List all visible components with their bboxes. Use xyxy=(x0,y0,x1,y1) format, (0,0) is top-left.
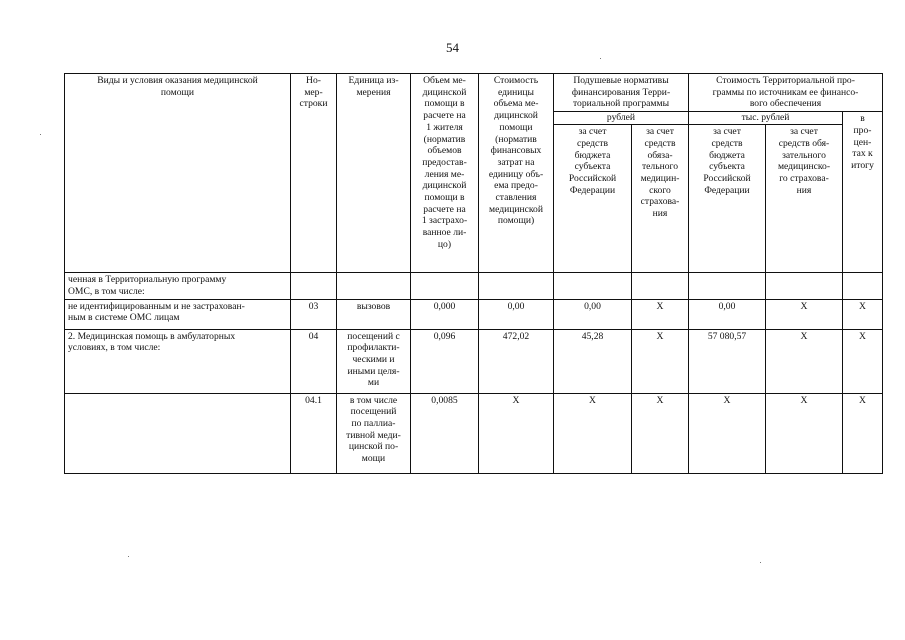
cell-volume: 0,096 xyxy=(411,329,479,393)
header-oms-per-capita xyxy=(632,125,689,273)
text-line: итогу xyxy=(851,159,874,171)
text-line: медицинско- xyxy=(777,161,831,173)
cell-unit xyxy=(337,329,411,393)
cell-budget-cost: Х xyxy=(689,393,766,473)
header-kinds xyxy=(65,74,291,273)
cell-oms-cost xyxy=(766,273,843,299)
text-line: строки xyxy=(299,98,328,110)
cell-unit xyxy=(337,273,411,299)
text-line: тивной меди- xyxy=(346,429,401,441)
text-line: за счет xyxy=(578,126,607,138)
text-line: средств xyxy=(711,137,743,149)
cell-volume: 0,0085 xyxy=(411,393,479,473)
cell-budget-cost: 57 080,57 xyxy=(689,329,766,393)
text-line: ванное ли- xyxy=(422,227,467,239)
cell-unit-cost xyxy=(479,273,554,299)
text-line: условиях, в том числе: xyxy=(68,342,161,354)
page-number: 54 xyxy=(446,40,459,55)
cell-volume: 0,000 xyxy=(411,299,479,329)
text-line: вого обеспечения xyxy=(749,98,822,110)
cell-name xyxy=(65,329,291,393)
text-line: ления ме- xyxy=(424,168,465,180)
text-line: ОМС, в том числе: xyxy=(68,285,145,297)
text-line: ным в системе ОМС лицам xyxy=(68,312,180,324)
text-line: помощи) xyxy=(497,215,535,227)
cell-oms-cost: Х xyxy=(766,393,843,473)
header-unit-cost xyxy=(479,74,554,273)
text-line: объемов xyxy=(427,145,462,157)
cell-oms-per-capita: Х xyxy=(632,329,689,393)
cell-budget-per-capita: 0,00 xyxy=(554,299,632,329)
cell-oms-per-capita: Х xyxy=(632,393,689,473)
text-line: средств обя- xyxy=(778,137,830,149)
text-line: бюджета xyxy=(574,149,611,161)
header-percent xyxy=(843,112,883,273)
cell-budget-cost xyxy=(689,273,766,299)
text-line: Российской xyxy=(703,172,751,184)
cell-unit-cost: 472,02 xyxy=(479,329,554,393)
text-line: субъекта xyxy=(709,161,745,173)
row-04-outpatient xyxy=(65,329,883,393)
header-oms-cost xyxy=(766,125,843,273)
text-line: в том числе xyxy=(349,394,398,406)
text-line: средств xyxy=(576,137,609,149)
cell-budget-per-capita: 45,28 xyxy=(554,329,632,393)
text-line: Единица из- xyxy=(348,75,399,86)
header-per-capita xyxy=(554,74,689,112)
text-line: ния xyxy=(796,184,812,196)
cell-row-number: 04.1 xyxy=(291,393,337,473)
cell-percent xyxy=(843,273,883,299)
text-line: ческими и xyxy=(352,353,395,365)
text-line: 2. Медицинская помощь в амбулаторных xyxy=(68,330,236,342)
scan-speck xyxy=(760,562,761,563)
text-line: (норматив xyxy=(495,133,537,145)
text-line: цо) xyxy=(437,238,452,250)
text-line: тах к xyxy=(852,148,873,160)
text-line: ми xyxy=(367,377,380,389)
text-line: (норматив xyxy=(423,133,466,145)
header-budget-per-capita xyxy=(554,125,632,273)
text-line: расчете на xyxy=(423,203,466,215)
text-line: цен- xyxy=(853,136,872,148)
cell-oms-per-capita: Х xyxy=(632,299,689,329)
text-line: про- xyxy=(853,124,872,136)
text-line: 1 жителя xyxy=(426,121,463,133)
text-line: субъекта xyxy=(574,161,611,173)
text-line: ния xyxy=(652,208,668,220)
text-line: мерения xyxy=(356,86,391,98)
text-line: обяза- xyxy=(647,149,673,161)
text-line: ставления xyxy=(495,192,537,204)
text-line: ского xyxy=(649,184,671,196)
cell-name xyxy=(65,299,291,329)
cell-row-number: 03 xyxy=(291,299,337,329)
text-line: мер- xyxy=(304,86,323,98)
text-line: помощи xyxy=(160,86,195,98)
text-line: за счет xyxy=(790,126,818,138)
text-line: ема предо- xyxy=(494,180,538,192)
text-line: за счет xyxy=(713,126,741,138)
text-line: посещений xyxy=(350,406,397,418)
scan-speck xyxy=(600,58,601,59)
text-line: финансовых xyxy=(490,145,542,157)
cell-volume xyxy=(411,273,479,299)
text-line: Федерации xyxy=(704,184,750,196)
cell-name xyxy=(65,273,291,299)
row-03-uninsured xyxy=(65,299,883,329)
cell-name xyxy=(65,393,291,473)
cell-budget-per-capita: Х xyxy=(554,393,632,473)
text-line: дицинской xyxy=(422,86,467,98)
text-line: по паллиа- xyxy=(351,417,396,429)
unit-rubles: рублей xyxy=(554,112,689,125)
text-line: предостав- xyxy=(422,156,467,168)
text-line: страхова- xyxy=(640,196,680,208)
text-line: посещений с xyxy=(347,330,400,342)
text-line: помощи в xyxy=(424,192,465,204)
text-line: расчете на xyxy=(423,110,466,122)
text-line: цинской по- xyxy=(348,441,399,453)
text-line: медицинской xyxy=(489,203,543,215)
header-budget-cost xyxy=(689,125,766,273)
cell-row-number xyxy=(291,273,337,299)
cell-oms-cost: Х xyxy=(766,329,843,393)
text-line: объема ме- xyxy=(493,98,539,110)
text-line: ториальной программы xyxy=(572,98,670,110)
text-line: Стоимость Территориальной про- xyxy=(716,75,855,86)
cell-budget-cost: 0,00 xyxy=(689,299,766,329)
scan-speck xyxy=(40,134,41,135)
financing-table xyxy=(64,73,883,474)
text-line: не идентифицированным и не застрахован- xyxy=(68,300,245,312)
text-line: финансирования Терри- xyxy=(571,86,671,98)
cell-oms-per-capita xyxy=(632,273,689,299)
text-line: Виды и условия оказания медицинской xyxy=(97,75,258,86)
cell-oms-cost: Х xyxy=(766,299,843,329)
text-line: Объем ме- xyxy=(423,75,466,86)
header-row-number xyxy=(291,74,337,273)
text-line: Федерации xyxy=(569,184,616,196)
cell-percent: Х xyxy=(843,329,883,393)
text-line: за счет xyxy=(646,126,674,138)
cell-unit-cost: 0,00 xyxy=(479,299,554,329)
cell-unit-cost: Х xyxy=(479,393,554,473)
text-line: ченная в Территориальную программу xyxy=(68,274,227,286)
cell-row-number: 04 xyxy=(291,329,337,393)
text-line: Подушевые нормативы xyxy=(573,75,669,86)
header-program-cost xyxy=(689,74,883,112)
text-line: Стоимость xyxy=(493,75,539,86)
text-line: Российской xyxy=(568,172,617,184)
cell-unit xyxy=(337,299,411,329)
unit-thousand-rubles: тыс. рублей xyxy=(689,112,843,125)
text-line: го страхова- xyxy=(779,172,829,184)
header-unit xyxy=(337,74,411,273)
text-line: иными целя- xyxy=(347,365,400,377)
cell-unit xyxy=(337,393,411,473)
row-04-1-palliative xyxy=(65,393,883,473)
text-line: медицин- xyxy=(640,172,680,184)
text-line: единицы xyxy=(498,86,534,98)
text-line: единицу объ- xyxy=(488,168,544,180)
text-line: в xyxy=(860,113,865,125)
text-line: помощи xyxy=(499,121,533,133)
text-line: тельного xyxy=(641,161,679,173)
cell-budget-per-capita xyxy=(554,273,632,299)
text-line: помощи в xyxy=(424,98,465,110)
text-line: мощи xyxy=(361,453,386,465)
text-line: затрат на xyxy=(497,156,535,168)
text-line: средств xyxy=(644,137,676,149)
text-line: дицинской xyxy=(422,180,467,192)
text-line: профилакти- xyxy=(347,342,400,354)
text-line: зательного xyxy=(782,149,826,161)
text-line: Но- xyxy=(306,75,321,86)
cell-percent: Х xyxy=(843,393,883,473)
header-volume xyxy=(411,74,479,273)
cell-percent: Х xyxy=(843,299,883,329)
text-line: граммы по источникам ее финансо- xyxy=(712,86,859,98)
text-line: 1 застрахо- xyxy=(421,215,468,227)
text-line: дицинской xyxy=(494,110,538,122)
scan-speck xyxy=(128,556,129,557)
text-line: бюджета xyxy=(709,149,745,161)
text-line: вызовов xyxy=(356,300,391,312)
row-oms-included xyxy=(65,273,883,299)
